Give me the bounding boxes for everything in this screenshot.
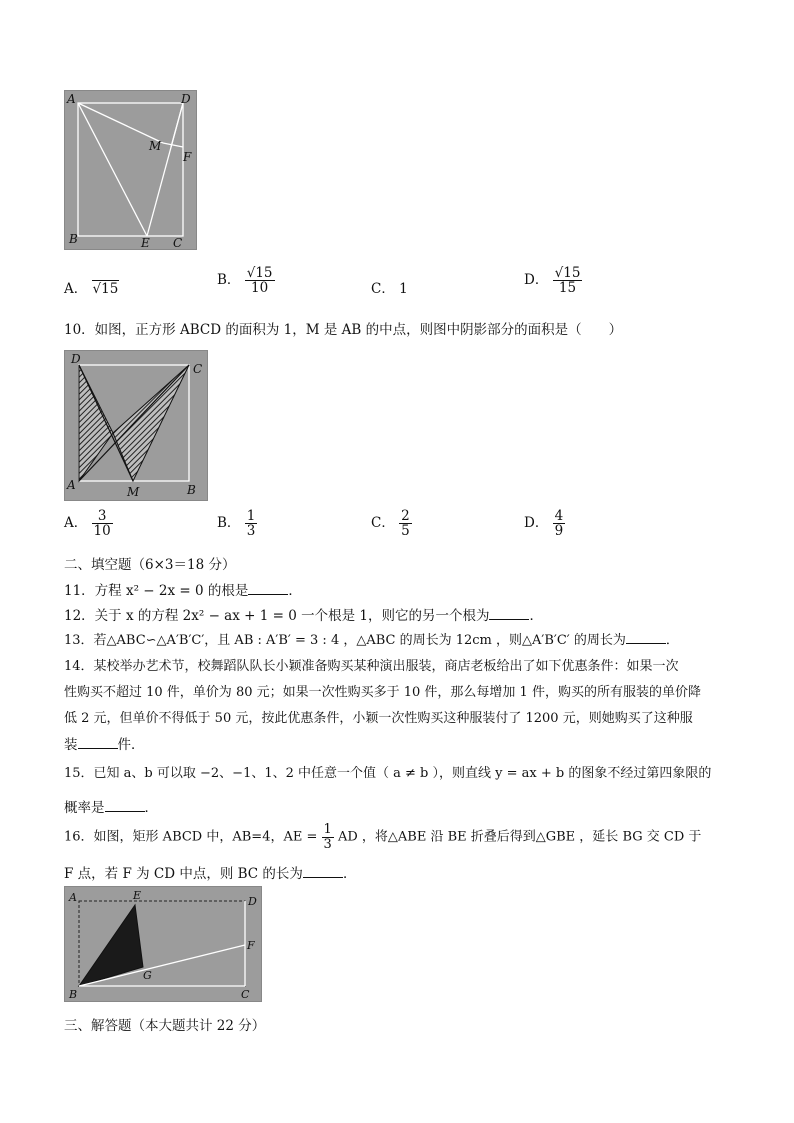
q9-label-c: C [173,236,183,249]
q10-figure [64,350,208,501]
q14-line-4-end: 件． [117,737,145,753]
q9-option-b-fraction [245,266,275,295]
q16-fraction-num: 1 [323,822,332,837]
q9-label-a: A [67,92,76,106]
q10-text: 10．如图，正方形 ABCD 的面积为 1，M 是 AB 的中点，则图中阴影部分的面积是（ ） [64,322,623,338]
q11 [64,579,302,599]
q9-option-d-den: 15 [558,280,577,297]
q11-answer-blank[interactable] [248,582,288,595]
q10-option-d-den: 9 [554,523,564,540]
q10-option-c-den: 5 [401,523,410,540]
q9-figure [64,90,197,250]
q14-line-1: 14．某校举办艺术节，校舞蹈队队长小颖准备购买某种演出服装，商店老板给出了如下优惠条件：如果一次 [64,659,679,674]
q9-label-d: D [181,92,191,106]
q16-line-1-start: 16．如图，矩形 ABCD 中，AB=4，AE = [64,829,318,845]
q10-label-c: C [193,362,203,376]
q16-label-a: A [69,891,77,904]
q16-fraction [322,823,334,851]
q10-option-a-letter: A． [64,515,88,532]
q16-label-e: E [133,889,142,902]
q13-text: 13．若△ABC∽△A′B′C′，且 AB : A′B′ = 3 : 4 ，△ABC 的周长为 12cm ，则△A′B′C′ 的周长为 [64,633,626,648]
q14-line-4 [64,733,145,753]
q16-label-b: B [69,988,78,1001]
q16-answer-blank[interactable] [303,865,343,878]
q9-option-a-value: √15 [92,281,119,297]
q10-option-b-num: 1 [246,508,256,524]
section-2-heading: 二、填空题（6×3＝18 分） [64,557,236,573]
q13-answer-blank[interactable] [626,631,666,644]
q9-label-m: M [149,139,162,153]
q14-line-4-start: 装 [64,737,78,753]
q9-option-c-value: 1 [399,281,408,297]
q11-end: ． [288,583,302,599]
q10-option-c-letter: C． [371,515,395,532]
q11-text: 11．方程 x² − 2x = 0 的根是 [64,583,249,599]
q16-line-1 [64,823,701,851]
q10-option-a-fraction [92,509,113,538]
q10-option-a [64,509,113,538]
q9-option-a-letter: A． [64,281,88,297]
q16-line-2-start: F 点，若 F 为 CD 中点，则 BC 的长为 [64,866,303,882]
q13 [64,629,679,648]
q9-option-b-letter: B． [217,272,241,289]
q14-line-2: 性购买不超过 10 件，单价为 80 元；如果一次性购买多于 10 件，那么每增加 1 件，购买的所有服装的单价降 [64,685,701,700]
q9-option-d-num: √15 [554,265,581,281]
q12-answer-blank[interactable] [489,607,529,620]
q16-label-c: C [241,988,250,1001]
q12 [64,604,543,624]
q10-option-c-fraction [399,509,412,538]
section-3-heading: 三、解答题（本大题共计 22 分） [64,1018,266,1034]
q10-option-b [217,509,257,538]
q9-label-f: F [183,150,192,164]
q10-label-m: M [127,485,140,499]
q16-line-1-end: AD ，将△ABE 沿 BE 折叠后得到△GBE ，延长 BG 交 CD 于 [337,829,702,845]
q15-line-2 [64,796,158,816]
q10-option-b-letter: B． [217,515,241,532]
q9-option-d-fraction [553,266,583,295]
q10-label-d: D [71,352,81,366]
q9-figure-drawing [65,91,196,249]
q16-label-g: G [143,969,152,982]
q10-option-b-fraction [245,509,258,538]
q9-option-b [217,266,275,295]
q10-option-a-den: 10 [93,523,111,540]
q9-option-d-letter: D． [524,272,549,289]
q10-option-d [524,509,565,538]
q9-option-c-letter: C． [371,281,395,297]
q15-line-2-end: ． [144,800,158,816]
q12-end: ． [529,608,543,624]
q10-option-b-den: 3 [246,523,256,540]
q10-option-a-num: 3 [92,509,113,524]
q13-end: ． [665,633,679,648]
q9-label-b: B [69,232,78,246]
q16-line-2 [64,862,356,882]
q16-label-f: F [247,939,255,952]
q9-label-e: E [141,236,150,249]
q10-label-a: A [67,478,76,492]
q14-line-3: 低 2 元，但单价不得低于 50 元，按此优惠条件，小颖一次性购买这种服装付了 1200 元，则她购买了这种服 [64,711,693,726]
q9-option-b-num: √15 [246,265,273,281]
q10-option-d-letter: D． [524,515,549,532]
q16-label-d: D [248,895,257,908]
q9-option-d [524,266,582,295]
q15-line-1: 15．已知 a、b 可以取 −2、−1、1、2 中任意一个值（ a ≠ b ），则直线 y = ax + b 的图象不经过第四象限的 [64,766,712,781]
q9-option-b-den: 10 [251,280,269,297]
q9-option-a [64,277,119,297]
q10-option-d-num: 4 [554,508,564,524]
q16-fraction-den: 3 [323,836,332,852]
q9-option-c [371,277,408,297]
q12-text: 12．关于 x 的方程 2x² − ax + 1 = 0 一个根是 1，则它的另一个根为 [64,608,490,624]
q10-option-c [371,509,412,538]
q10-label-b: B [187,483,196,497]
q15-line-2-start: 概率是 [64,800,105,816]
q16-line-2-end: ． [342,866,357,882]
q16-figure-drawing [65,887,261,1001]
q10-option-c-num: 2 [401,508,410,524]
q15-answer-blank[interactable] [105,799,145,812]
q10-figure-drawing [65,351,207,500]
q14-answer-blank[interactable] [78,736,118,749]
q16-figure [64,886,262,1002]
q10-option-d-fraction [553,509,566,538]
